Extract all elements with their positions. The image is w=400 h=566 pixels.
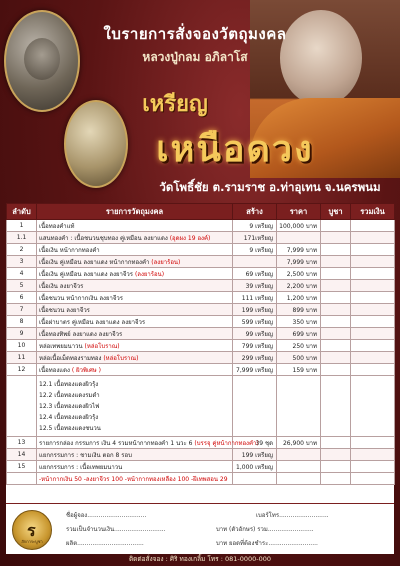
subitem: 12.2 เนื้อทองแดงรมดำ [39,392,100,399]
row-number: 3 [7,256,37,268]
row-number: 8 [7,316,37,328]
total-cell[interactable] [351,244,395,256]
row-number: 2 [7,244,37,256]
row-item-text: เนื้อเงิน ลงยาจีวร [39,282,84,290]
footer-contact: ติดต่อสั่งจอง : ศิริ ทองเกลิ้ม โทร : 081-0000-000 [128,555,272,563]
row-item-text: เนื้อทองทิพย์ ลงยาแดง ลงยาจีวร [39,330,123,338]
col-item: รายการวัตถุมงคล [37,204,233,220]
order-cell[interactable] [321,304,351,316]
table-row-subitems [7,376,395,437]
row-qty: 599 เหรียญ [233,316,277,328]
row-number: 5 [7,280,37,292]
order-cell[interactable] [321,232,351,244]
item-type: เหรียญ [142,91,208,117]
total-field[interactable]: บาท (ตัวอักษร) รวม........................ [216,526,314,533]
table-row [7,256,395,268]
row-item [37,352,233,364]
table-row-15-sub [7,473,395,485]
total-cell[interactable] [351,437,395,449]
total-cell[interactable] [351,449,395,461]
order-form [6,503,394,554]
row-qty: 7,999 เหรียญ [233,364,277,376]
table-row [7,328,395,340]
total-items-field[interactable]: รวมเป็นจำนวนเงิน........................... [66,526,166,533]
row-item [37,437,259,449]
row-item [37,449,233,461]
total-cell[interactable] [351,268,395,280]
row-qty: 9 เหรียญ [233,220,277,232]
sheet-title: ใบรายการสั่งจองวัตถุมงคล [103,25,287,43]
table-row [7,232,395,244]
row-item-text: แยกกรรมการ : เนื้อเทพยมนาวน [39,463,123,471]
subitem: 12.3 เนื้อทองแดงผิวไฟ [39,403,100,410]
total-cell[interactable] [351,256,395,268]
table-row [7,461,395,473]
row-item [37,244,233,256]
row-price [277,461,321,473]
total-cell[interactable] [351,328,395,340]
row-number: 6 [7,292,37,304]
total-cell[interactable] [351,232,395,244]
col-total: รวมเงิน [351,204,395,220]
row-number: 9 [7,328,37,340]
row-qty: 299 เหรียญ [233,352,277,364]
row-item-text: เนื้อฝาบาตร คู่เหมือน ลงยาแดง ลงยาจีวร [39,318,146,326]
row-price: 26,900 บาท [277,437,321,449]
total-cell[interactable] [351,292,395,304]
col-qty: สร้าง [233,204,277,220]
row-item-note: (อุดผง 19 องค์) [167,234,211,242]
order-cell[interactable] [321,220,351,232]
subitem-list [39,376,230,434]
row-item [37,292,233,304]
subitem: 12.4 เนื้อทองแดงผิวรุ้ง [39,414,99,421]
row-number: 4 [7,268,37,280]
row-item-text: แสนทองคำ : เนื้อชนวนชุบทอง คู่เหมือน ลงยาแดง [39,234,168,242]
subitem: 12.5 เนื้อทองแดงชนวน [39,425,101,432]
payment-field[interactable]: บาท ยอดที่ต้องชำระ.......................... [216,540,318,547]
order-cell[interactable] [321,376,351,437]
row-item [37,304,233,316]
order-cell[interactable] [321,461,351,473]
row-item-note: (บรรจุ คู่หน้ากากทองคำ) [192,439,259,447]
row-price: 350 บาท [277,316,321,328]
header-banner [0,0,400,200]
subitem: 12.1 เนื้อทองแดงผิวรุ้ง [39,381,99,388]
row-item-text: เนื้อเงิน คู่เหมือน ลงยาแดง หน้ากากทองคำ [39,258,150,266]
row-number: 10 [7,340,37,352]
col-order: บูชา [321,204,351,220]
row-qty: 99 เหรียญ [233,328,277,340]
total-cell[interactable] [351,461,395,473]
row-item [37,316,233,328]
row-item-note: (หล่อโบราณ) [82,342,120,350]
row-qty: 799 เหรียญ [233,340,277,352]
row-item-text: เนื้อชนวน หน้ากากเงิน ลงยาจีวร [39,294,123,302]
row-qty: 171เหรียญ [233,232,277,244]
row-number: 1 [7,220,37,232]
col-no: ลำดับ [7,204,37,220]
row-qty: 39 เหรียญ [233,280,277,292]
row-number: 15 [7,461,37,473]
order-cell[interactable] [321,316,351,328]
medal-portrait [24,38,60,80]
order-cell[interactable] [321,292,351,304]
row-price: 7,999 บาท [277,256,321,268]
order-cell[interactable] [321,244,351,256]
order-cell[interactable] [321,437,351,449]
col-price: ราคา [277,204,321,220]
row-price: 2,200 บาท [277,280,321,292]
table-row [7,316,395,328]
row-qty: 111 เหรียญ [233,292,277,304]
row-number: 12 [7,364,37,376]
table-row [7,352,395,364]
row-price [277,449,321,461]
order-cell[interactable] [321,256,351,268]
logo-text: สักการะบูชา [21,539,43,544]
order-cell[interactable] [321,340,351,352]
order-cell[interactable] [321,364,351,376]
row-number: 1.1 [7,232,37,244]
temple-location: วัดโพธิ์ชัย ต.รามราช อ.ท่าอุเทน จ.นครพนม [159,180,381,194]
items-table [6,203,394,503]
model-name: เหนือดวง [156,128,314,170]
row-item-text: แยกกรรมการ : ชามเงิน ตอก 8 รอบ [39,451,132,459]
row-qty: 199 เหรียญ [233,449,277,461]
total-cell[interactable] [351,352,395,364]
row-qty: 199 เหรียญ [233,304,277,316]
row-qty: 9 เหรียญ [233,244,277,256]
total-cell[interactable] [351,220,395,232]
order-cell[interactable] [321,280,351,292]
row-item-note: (หล่อโบราณ) [101,354,139,362]
row-price: 250 บาท [277,340,321,352]
row-item [37,280,233,292]
row-price: 500 บาท [277,352,321,364]
transfer-field[interactable]: ผลิต................................... [66,540,144,547]
row-item-note: (ลงยาร้อน) [133,270,165,278]
row-price: 2,500 บาท [277,268,321,280]
total-cell[interactable] [351,280,395,292]
logo-mark: ร [27,521,36,540]
name-field[interactable]: ชื่อผู้จอง............................... [66,512,147,519]
total-cell[interactable] [351,364,395,376]
row-qty [233,256,277,268]
row-qty: 39 ชุด [233,437,277,449]
row-item-text: เนื้อทองแดง [39,366,70,374]
row-qty: 69 เหรียญ [233,268,277,280]
row-qty: 1,000 เหรียญ [233,461,277,473]
row-item [37,220,233,232]
order-cell[interactable] [321,328,351,340]
row-item [37,328,233,340]
row-item [37,268,233,280]
table-row [7,244,395,256]
row-item-text: เนื้อเงิน คู่เหมือน ลงยาแดง ลงยาจีวร [39,270,134,278]
table-row [7,449,395,461]
row-number: 7 [7,304,37,316]
medal-front-image [4,10,80,112]
row-item [37,256,233,268]
row-price: 7,999 บาท [277,244,321,256]
row-price: 1,200 บาท [277,292,321,304]
row-item-text: เนื้อเงิน หน้ากากทองคำ [39,246,100,254]
row-price: 100,000 บาท [277,220,321,232]
order-cell[interactable] [321,352,351,364]
row-item-text: หล่อเทพยมนาวน [39,342,83,350]
row-item-text: เนื้อทองคำแท้ [39,222,75,230]
total-cell[interactable] [351,304,395,316]
row-item [37,364,233,376]
table-row [7,364,395,376]
shop-logo [12,510,52,550]
row-item-note: (ลงยาร้อน) [149,258,181,266]
table-row [7,220,395,232]
table-header-row [7,204,395,220]
monk-name: หลวงปู่กลม อภิลาโส [142,50,248,64]
row-number: 11 [7,352,37,364]
row-price: 159 บาท [277,364,321,376]
row-price: 899 บาท [277,304,321,316]
row-price: 699 บาท [277,328,321,340]
row-item-note: ( ผิวพิเศษ ) [69,366,101,374]
row-price [277,232,321,244]
order-cell[interactable] [321,449,351,461]
total-cell[interactable] [351,340,395,352]
table-row [7,304,395,316]
table-row [7,268,395,280]
row-item-text: เนื้อชนวน ลงยาจีวร [39,306,90,314]
row-item-text: รายการกล่อง กรรมการ เงิน 4 รวมหน้ากากทองคำ 1 นวะ 6 [39,439,193,447]
table-row [7,437,395,449]
row-item [37,232,233,244]
row-number: 13 [7,437,37,449]
table-row [7,280,395,292]
total-cell[interactable] [351,316,395,328]
row15-sub-detail: -หน้ากากเงิน 50 -ลงยาจีวร 100 -หน้ากากทองเหลือง 100 -ฝีเทพสอน 29 [37,473,233,485]
table-row [7,340,395,352]
phone-field[interactable]: เบอร์โทร.......................... [256,512,329,519]
row-item-text: หล่อเนื้อเม็ดทองรามทอง [39,354,102,362]
table-row [7,292,395,304]
total-cell[interactable] [351,376,395,437]
row-number: 14 [7,449,37,461]
row-item [37,461,233,473]
row-item [37,340,233,352]
order-cell[interactable] [321,268,351,280]
